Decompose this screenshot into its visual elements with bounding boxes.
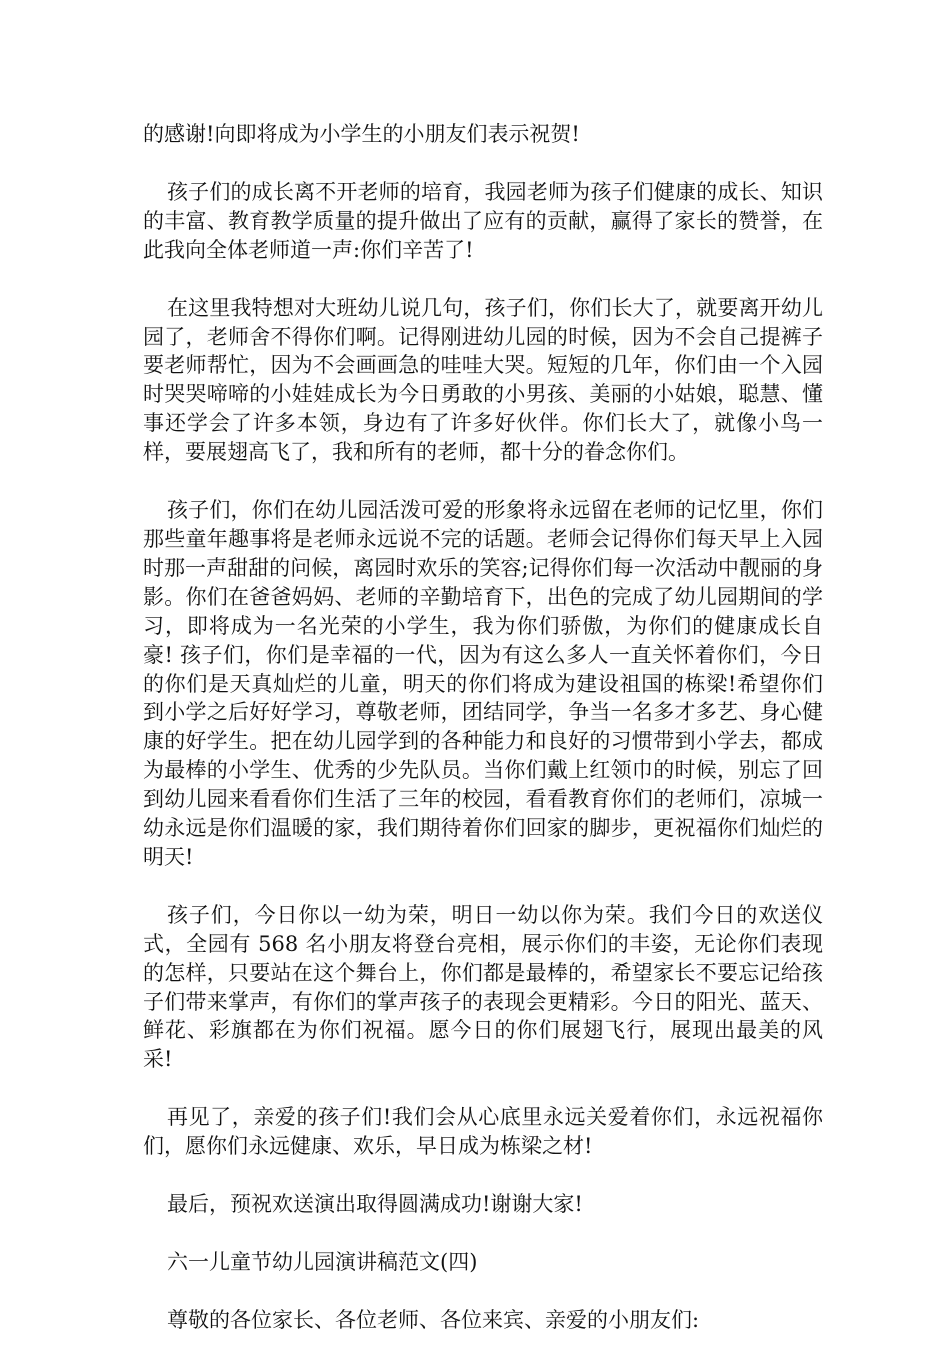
paragraph-4: 孩子们，你们在幼儿园活泼可爱的形象将永远留在老师的记忆里，你们那些童年趣事将是老师永远说不完的话题。老师会记得你们每天早上入园时那一声甜甜的问候，离园时欢乐的笑容;记得你们每一次活动中靓丽的身影。你们在爸爸妈妈、老师的辛勤培育下，出色的完成了幼儿园期间的学习，即将成为一名光荣的小学生，我为你们骄傲，为你们的健康成长自豪! 孩子们，你们是幸福的一代，因为有这么多人一直关怀着你们，今日的你们是天真灿烂的儿童，明天的你们将成为建设祖国的栋梁!希望你们到小学之后好好学习，尊敬老师，团结同学，争当一名多才多艺、身心健康的好学生。把在幼儿园学到的各种能力和良好的习惯带到小学去，都成为最棒的小学生、优秀的少先队员。当你们戴上红领巾的时候，别忘了回到幼儿园来看看你们生活了三年的校园，看看教育你们的老师们，凉城一幼永远是你们温暖的家，我们期待着你们回家的脚步，更祝福你们灿烂的明天!: [143, 498, 823, 869]
paragraph-2: 孩子们的成长离不开老师的培育，我园老师为孩子们健康的成长、知识的丰富、教育教学质量的提升做出了应有的贡献，赢得了家长的赞誉，在此我向全体老师道一声:你们辛苦了!: [143, 179, 823, 262]
paragraph-7: 最后，预祝欢送演出取得圆满成功!谢谢大家!: [167, 1192, 583, 1217]
document-body: [143, 120, 823, 1364]
paragraph-3: 在这里我特想对大班幼儿说几句，孩子们，你们长大了，就要离开幼儿园了，老师舍不得你们啊。记得刚进幼儿园的时候，因为不会自己提裤子要老师帮忙，因为不会画画急的哇哇大哭。短短的几年，你们由一个入园时哭哭啼啼的小娃娃成长为今日勇敢的小男孩、美丽的小姑娘，聪慧、懂事还学会了许多本领，身边有了许多好伙伴。你们长大了，就像小鸟一样，要展翅高飞了，我和所有的老师，都十分的眷念你们。: [143, 295, 823, 465]
section-heading: 六一儿童节幼儿园演讲稿范文(四): [167, 1250, 478, 1274]
paragraph-6: 再见了，亲爱的孩子们!我们会从心底里永远关爱着你们，永远祝福你们，愿你们永远健康、欢乐，早日成为栋梁之材!: [143, 1105, 823, 1159]
paragraph-5: 孩子们，今日你以一幼为荣，明日一幼以你为荣。我们今日的欢送仪式，全园有 568 名小朋友将登台亮相，展示你们的丰姿，无论你们表现的怎样，只要站在这个舞台上，你们都是最棒的，希望家长不要忘记给孩子们带来掌声，有你们的掌声孩子的表现会更精彩。今日的阳光、蓝天、鲜花、彩旗都在为你们祝福。愿今日的你们展翅飞行，展现出最美的风采!: [143, 902, 823, 1072]
paragraph-1: 的感谢!向即将成为小学生的小朋友们表示祝贺!: [143, 122, 580, 146]
salutation: 尊敬的各位家长、各位老师、各位来宾、亲爱的小朋友们:: [167, 1307, 700, 1332]
